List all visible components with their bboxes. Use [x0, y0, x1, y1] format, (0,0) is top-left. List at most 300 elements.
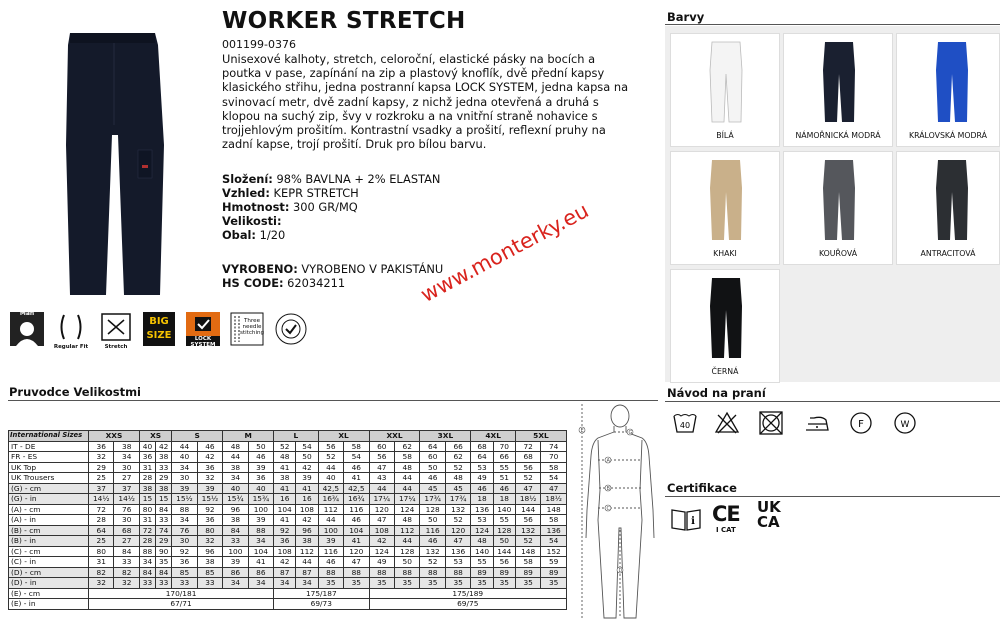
table-cell: 44: [395, 483, 420, 494]
table-cell: 69/73: [274, 599, 369, 610]
table-cell: 82: [114, 567, 139, 578]
svg-text:B: B: [606, 486, 610, 492]
table-cell: 46: [420, 473, 445, 484]
color-swatch-royal-blue[interactable]: KRÁLOVSKÁ MODRÁ: [896, 33, 1000, 147]
table-cell: 42: [274, 557, 296, 568]
table-cell: 50: [395, 557, 420, 568]
table-cell: 28: [139, 473, 155, 484]
table-cell: 28: [139, 536, 155, 547]
table-cell: 96: [296, 525, 318, 536]
size-4xl: 4XL: [471, 431, 516, 442]
row-label: (B) - cm: [9, 525, 89, 536]
table-cell: 14½: [114, 494, 139, 505]
table-cell: 44: [296, 557, 318, 568]
size-xs: XS: [139, 431, 171, 442]
row-label: (D) - cm: [9, 567, 89, 578]
table-cell: 15¾: [248, 494, 273, 505]
table-cell: 89: [471, 567, 493, 578]
table-cell: 41: [344, 536, 369, 547]
product-code: 001199-0376: [222, 38, 296, 51]
table-cell: 84: [223, 525, 248, 536]
table-cell: 47: [369, 462, 394, 473]
table-cell: 41: [248, 557, 273, 568]
table-cell: 89: [493, 567, 515, 578]
table-cell: 28: [89, 515, 114, 526]
table-cell: 124: [471, 525, 493, 536]
table-cell: 112: [395, 525, 420, 536]
table-cell: 37: [89, 483, 114, 494]
table-cell: 33: [172, 578, 197, 589]
color-swatch-anthracite[interactable]: ANTRACITOVÁ: [896, 151, 1000, 265]
table-cell: 140: [493, 504, 515, 515]
table-cell: 175/189: [369, 588, 566, 599]
table-cell: 84: [139, 567, 155, 578]
size-guide-title: Pruvodce Velikostmi: [9, 385, 141, 399]
table-cell: 42,5: [344, 483, 369, 494]
color-swatches: [665, 26, 1000, 382]
size-table: [8, 430, 567, 610]
table-cell: 80: [197, 525, 222, 536]
row-label: (A) - cm: [9, 504, 89, 515]
svg-text:F: F: [858, 419, 864, 430]
table-cell: 58: [515, 557, 540, 568]
table-cell: 25: [89, 536, 114, 547]
table-row: [9, 546, 567, 557]
table-cell: 47: [515, 483, 540, 494]
row-label: (D) - in: [9, 578, 89, 589]
table-cell: 36: [197, 462, 222, 473]
table-cell: 104: [274, 504, 296, 515]
table-cell: 30: [172, 473, 197, 484]
table-cell: 144: [515, 504, 540, 515]
measurement-figure: [578, 400, 660, 622]
table-cell: 38: [156, 483, 172, 494]
table-cell: 128: [395, 546, 420, 557]
svg-text:i: i: [691, 516, 695, 527]
table-cell: 48: [223, 441, 248, 452]
table-cell: 68: [515, 452, 540, 463]
row-label: (C) - in: [9, 557, 89, 568]
table-cell: 16¾: [318, 494, 343, 505]
table-cell: 116: [344, 504, 369, 515]
table-cell: 59: [541, 557, 567, 568]
table-cell: 34: [172, 462, 197, 473]
table-cell: 132: [420, 546, 445, 557]
table-cell: 29: [156, 536, 172, 547]
svg-text:A: A: [606, 458, 610, 464]
table-cell: 36: [172, 557, 197, 568]
table-cell: 35: [541, 578, 567, 589]
table-cell: 35: [515, 578, 540, 589]
table-cell: 30: [172, 536, 197, 547]
table-cell: 88: [445, 567, 470, 578]
table-cell: 17¼: [395, 494, 420, 505]
table-cell: 33: [197, 578, 222, 589]
table-cell: 38: [156, 452, 172, 463]
table-cell: 18½: [515, 494, 540, 505]
product-image: [40, 25, 190, 300]
table-cell: 66: [493, 452, 515, 463]
table-cell: 36: [248, 473, 273, 484]
table-cell: 56: [369, 452, 394, 463]
table-cell: 132: [445, 504, 470, 515]
table-cell: 56: [515, 515, 540, 526]
table-cell: 15¾: [223, 494, 248, 505]
size-header-label: International Sizes: [9, 431, 89, 442]
table-cell: 112: [296, 546, 318, 557]
table-cell: 42: [197, 452, 222, 463]
product-description: Unisexové kalhoty, stretch, celoroční, elastické pásky na bocích a poutka v pase, zapínání na zip a plastový knoflík, dvě přední kapsy klasického střihu, jedna postranní kapsa LOCK SYSTEM, jedna kapsa na svinovací metr, dvě zadní kapsy, z nichž jedna otevřená a druhá s klopou na suchý zip, švy v rozkroku a na vnitřní straně nohavice s trojjehlovým prošitím. Kontrastní vsadky a prošití, reflexní pruhy na zadní kapse, trojí prošití. Druk pro bílou barvu.: [222, 52, 629, 152]
table-row: [9, 567, 567, 578]
table-cell: 48: [395, 515, 420, 526]
table-cell: 42,5: [318, 483, 343, 494]
table-cell: 112: [318, 504, 343, 515]
row-label: UK Top: [9, 462, 89, 473]
regular-fit-icon: Regular Fit: [54, 312, 88, 350]
spec-weight: Hmotnost: 300 GR/MQ: [222, 200, 358, 214]
man-icon: Man: [10, 312, 44, 350]
table-cell: 41: [274, 515, 296, 526]
ce-mark: CE: [712, 502, 740, 526]
table-cell: 47: [344, 557, 369, 568]
table-row: [9, 578, 567, 589]
table-cell: 136: [445, 546, 470, 557]
size-header-row: [9, 431, 567, 442]
table-cell: 36: [139, 452, 155, 463]
table-cell: 34: [274, 578, 296, 589]
table-cell: 48: [471, 536, 493, 547]
table-cell: 40: [318, 473, 343, 484]
table-cell: 124: [395, 504, 420, 515]
table-cell: 108: [296, 504, 318, 515]
table-cell: 14½: [89, 494, 114, 505]
table-cell: 34: [114, 452, 139, 463]
table-cell: 34: [139, 557, 155, 568]
table-cell: 38: [114, 441, 139, 452]
table-row: [9, 515, 567, 526]
table-cell: 34: [223, 578, 248, 589]
table-cell: 31: [89, 557, 114, 568]
table-cell: 35: [445, 578, 470, 589]
table-cell: 17¼: [369, 494, 394, 505]
table-cell: 34: [172, 515, 197, 526]
table-cell: 55: [493, 515, 515, 526]
table-row: [9, 483, 567, 494]
table-cell: 16¾: [344, 494, 369, 505]
table-cell: 40: [172, 452, 197, 463]
table-cell: 18: [493, 494, 515, 505]
table-cell: 15½: [172, 494, 197, 505]
table-cell: 88: [248, 525, 273, 536]
table-cell: 49: [369, 557, 394, 568]
table-cell: 100: [223, 546, 248, 557]
table-cell: 86: [248, 567, 273, 578]
table-cell: 88: [172, 504, 197, 515]
table-cell: 68: [114, 525, 139, 536]
row-label: (E) - in: [9, 599, 89, 610]
table-cell: 41: [296, 483, 318, 494]
table-cell: 38: [296, 536, 318, 547]
table-cell: 72: [139, 525, 155, 536]
table-cell: 38: [274, 473, 296, 484]
table-cell: 44: [318, 462, 343, 473]
svg-text:G: G: [628, 430, 633, 436]
cert-title: Certifikace: [667, 481, 737, 495]
spec-appearance: Vzhled: KEPR STRETCH: [222, 186, 359, 200]
table-cell: 54: [296, 441, 318, 452]
table-cell: 136: [541, 525, 567, 536]
table-row: [9, 441, 567, 452]
colors-title: Barvy: [667, 10, 705, 24]
table-cell: 132: [515, 525, 540, 536]
table-cell: 46: [471, 483, 493, 494]
table-cell: 44: [395, 536, 420, 547]
table-cell: 27: [114, 536, 139, 547]
table-cell: 15: [139, 494, 155, 505]
svg-text:W: W: [900, 420, 910, 430]
table-cell: 62: [395, 441, 420, 452]
table-cell: 39: [248, 515, 273, 526]
table-cell: 104: [248, 546, 273, 557]
table-cell: 96: [197, 546, 222, 557]
table-cell: 148: [515, 546, 540, 557]
table-cell: 89: [515, 567, 540, 578]
table-cell: 54: [344, 452, 369, 463]
table-cell: 120: [445, 525, 470, 536]
watermark-link[interactable]: www.monterky.eu: [416, 198, 593, 307]
table-cell: 15½: [197, 494, 222, 505]
table-cell: 74: [541, 441, 567, 452]
table-cell: 89: [541, 567, 567, 578]
table-cell: 56: [515, 462, 540, 473]
spec-sizes: Velikosti:: [222, 214, 282, 228]
product-title: WORKER STRETCH: [222, 8, 466, 34]
table-cell: 46: [344, 515, 369, 526]
table-cell: 120: [344, 546, 369, 557]
table-row: [9, 557, 567, 568]
table-cell: 48: [445, 473, 470, 484]
color-swatch-khaki[interactable]: KHAKI: [670, 151, 780, 265]
spec-packaging: Obal: 1/20: [222, 228, 286, 242]
table-cell: 17¾: [420, 494, 445, 505]
table-cell: 34: [248, 536, 273, 547]
table-cell: 30: [114, 462, 139, 473]
hs-code: HS CODE: 62034211: [222, 276, 346, 290]
row-label: (C) - cm: [9, 546, 89, 557]
table-cell: 86: [223, 567, 248, 578]
color-swatch-navy[interactable]: NÁMOŘNICKÁ MODRÁ: [783, 33, 893, 147]
made-in: VYROBENO: VYROBENO V PAKISTÁNU: [222, 262, 444, 276]
table-cell: 116: [420, 525, 445, 536]
table-cell: 46: [344, 462, 369, 473]
table-cell: 62: [445, 452, 470, 463]
svg-text:E: E: [580, 428, 584, 434]
size-xxl: XXL: [369, 431, 420, 442]
table-cell: 82: [89, 567, 114, 578]
table-cell: 84: [156, 567, 172, 578]
table-row: [9, 588, 567, 599]
table-cell: 84: [156, 504, 172, 515]
table-cell: 60: [369, 441, 394, 452]
table-cell: 38: [223, 515, 248, 526]
no-bleach-icon: [714, 410, 740, 436]
color-swatch-smoke[interactable]: KOUŘOVÁ: [783, 151, 893, 265]
table-cell: 152: [541, 546, 567, 557]
table-cell: 41: [344, 473, 369, 484]
table-cell: 48: [274, 452, 296, 463]
table-row: [9, 462, 567, 473]
table-cell: 33: [114, 557, 139, 568]
table-cell: 35: [344, 578, 369, 589]
table-cell: 72: [89, 504, 114, 515]
table-cell: 68: [471, 441, 493, 452]
table-cell: 92: [274, 525, 296, 536]
table-cell: 74: [156, 525, 172, 536]
table-row: [9, 599, 567, 610]
table-cell: 35: [156, 557, 172, 568]
table-cell: 148: [541, 504, 567, 515]
table-cell: 18: [471, 494, 493, 505]
table-cell: 52: [420, 557, 445, 568]
row-label: (A) - in: [9, 515, 89, 526]
size-m: M: [223, 431, 274, 442]
table-cell: 53: [445, 557, 470, 568]
table-cell: 55: [471, 557, 493, 568]
table-cell: 38: [197, 557, 222, 568]
table-cell: 108: [369, 525, 394, 536]
no-tumble-dry-icon: [758, 410, 784, 436]
row-label: (B) - in: [9, 536, 89, 547]
table-cell: 32: [197, 536, 222, 547]
table-cell: 52: [318, 452, 343, 463]
table-cell: 136: [471, 504, 493, 515]
color-swatch-white[interactable]: BÍLÁ: [670, 33, 780, 147]
table-row: [9, 473, 567, 484]
table-cell: 47: [445, 536, 470, 547]
table-cell: 92: [172, 546, 197, 557]
table-cell: 34: [248, 578, 273, 589]
table-cell: 33: [223, 536, 248, 547]
table-cell: 88: [318, 567, 343, 578]
table-cell: 34: [296, 578, 318, 589]
table-cell: 64: [89, 525, 114, 536]
table-cell: 50: [420, 462, 445, 473]
table-cell: 44: [172, 441, 197, 452]
table-cell: 46: [248, 452, 273, 463]
table-cell: 140: [471, 546, 493, 557]
row-label: (G) - cm: [9, 483, 89, 494]
size-table-body: [9, 441, 567, 588]
table-cell: 30: [114, 515, 139, 526]
table-cell: 54: [541, 473, 567, 484]
table-cell: 100: [318, 525, 343, 536]
table-cell: 84: [114, 546, 139, 557]
table-cell: 52: [445, 515, 470, 526]
row-label: IT - DE: [9, 441, 89, 452]
table-cell: 52: [445, 462, 470, 473]
table-cell: 42: [296, 462, 318, 473]
table-cell: 50: [248, 441, 273, 452]
size-xxs: XXS: [89, 431, 140, 442]
size-3xl: 3XL: [420, 431, 471, 442]
wet-clean-w-icon: [892, 410, 918, 436]
iron-low-icon: [802, 410, 828, 436]
table-cell: 35: [493, 578, 515, 589]
lock-system-icon: LOCK SYSTEM: [186, 312, 220, 350]
color-swatch-black[interactable]: ČERNÁ: [670, 269, 780, 383]
table-cell: 32: [89, 452, 114, 463]
table-cell: 96: [223, 504, 248, 515]
table-cell: 44: [369, 483, 394, 494]
table-cell: 41: [274, 462, 296, 473]
table-cell: 32: [89, 578, 114, 589]
table-cell: 16: [274, 494, 296, 505]
table-cell: 27: [114, 473, 139, 484]
table-cell: 80: [139, 504, 155, 515]
table-cell: 54: [541, 536, 567, 547]
table-cell: 32: [197, 473, 222, 484]
table-cell: 36: [274, 536, 296, 547]
table-cell: 32: [114, 578, 139, 589]
table-cell: 92: [197, 504, 222, 515]
wash-40-icon: [672, 410, 698, 436]
table-row: [9, 536, 567, 547]
table-cell: 36: [197, 515, 222, 526]
table-cell: 40: [223, 483, 248, 494]
table-cell: 175/187: [274, 588, 369, 599]
table-cell: 58: [395, 452, 420, 463]
table-cell: 67/71: [89, 599, 274, 610]
ce-category: I CAT: [716, 526, 736, 534]
table-cell: 48: [395, 462, 420, 473]
table-cell: 100: [248, 504, 273, 515]
table-cell: 38: [139, 483, 155, 494]
table-cell: 50: [493, 536, 515, 547]
table-row: [9, 494, 567, 505]
table-cell: 25: [89, 473, 114, 484]
table-cell: 35: [420, 578, 445, 589]
table-cell: 36: [89, 441, 114, 452]
table-cell: 33: [156, 515, 172, 526]
size-5xl: 5XL: [515, 431, 566, 442]
svg-text:D: D: [618, 568, 623, 574]
row-label: (G) - in: [9, 494, 89, 505]
table-cell: 104: [344, 525, 369, 536]
table-cell: 49: [471, 473, 493, 484]
row-label: UK Trousers: [9, 473, 89, 484]
table-cell: 46: [197, 441, 222, 452]
table-cell: 64: [420, 441, 445, 452]
table-cell: 76: [114, 504, 139, 515]
table-cell: 29: [156, 473, 172, 484]
ukca-mark: UK CA: [757, 498, 781, 531]
table-cell: 45: [420, 483, 445, 494]
table-cell: 34: [223, 473, 248, 484]
table-cell: 88: [344, 567, 369, 578]
table-cell: 35: [395, 578, 420, 589]
table-cell: 90: [156, 546, 172, 557]
table-cell: 35: [318, 578, 343, 589]
table-cell: 116: [318, 546, 343, 557]
table-cell: 56: [493, 557, 515, 568]
table-cell: 64: [471, 452, 493, 463]
table-cell: 66: [445, 441, 470, 452]
table-cell: 170/181: [89, 588, 274, 599]
big-size-icon: BIG SIZE: [143, 312, 177, 350]
table-cell: 50: [296, 452, 318, 463]
table-row: [9, 504, 567, 515]
table-cell: 128: [493, 525, 515, 536]
